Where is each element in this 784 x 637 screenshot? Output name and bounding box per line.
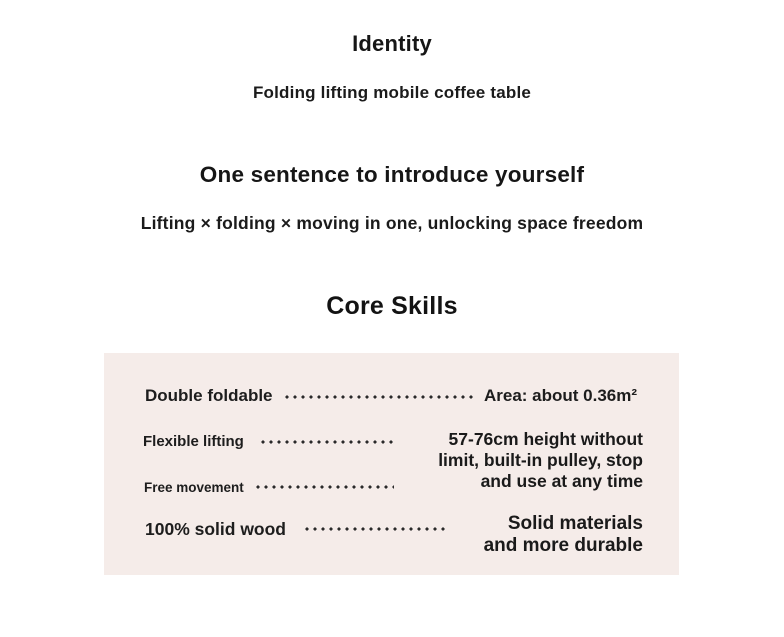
skill-label-free-movement: Free movement — [144, 480, 244, 495]
skill-value-line: 57-76cm height without — [448, 429, 643, 449]
intro-subtitle: Lifting × folding × moving in one, unlocking space freedom — [140, 213, 644, 233]
core-skills-title: Core Skills — [326, 292, 458, 320]
dotted-leader — [285, 395, 475, 399]
skill-value-line: and use at any time — [480, 471, 643, 491]
skill-value-line: and more durable — [483, 535, 643, 556]
intro-title: One sentence to introduce yourself — [199, 162, 585, 187]
skill-value-line: Solid materials — [507, 513, 643, 534]
skill-value-lifting-range — [409, 429, 643, 492]
identity-title: Identity — [352, 31, 432, 56]
skill-label-flexible-lifting: Flexible lifting — [143, 433, 244, 450]
skill-value-area: Area: about 0.36m² — [484, 386, 638, 405]
dotted-leader — [256, 485, 394, 489]
core-skills-panel — [104, 353, 679, 575]
skill-label-solid-wood: 100% solid wood — [145, 519, 286, 539]
dotted-leader — [261, 440, 395, 444]
identity-subtitle: Folding lifting mobile coffee table — [252, 83, 532, 102]
skill-label-double-foldable: Double foldable — [145, 386, 273, 405]
skill-value-line: limit, built-in pulley, stop — [438, 450, 643, 470]
skill-value-materials — [409, 513, 643, 557]
